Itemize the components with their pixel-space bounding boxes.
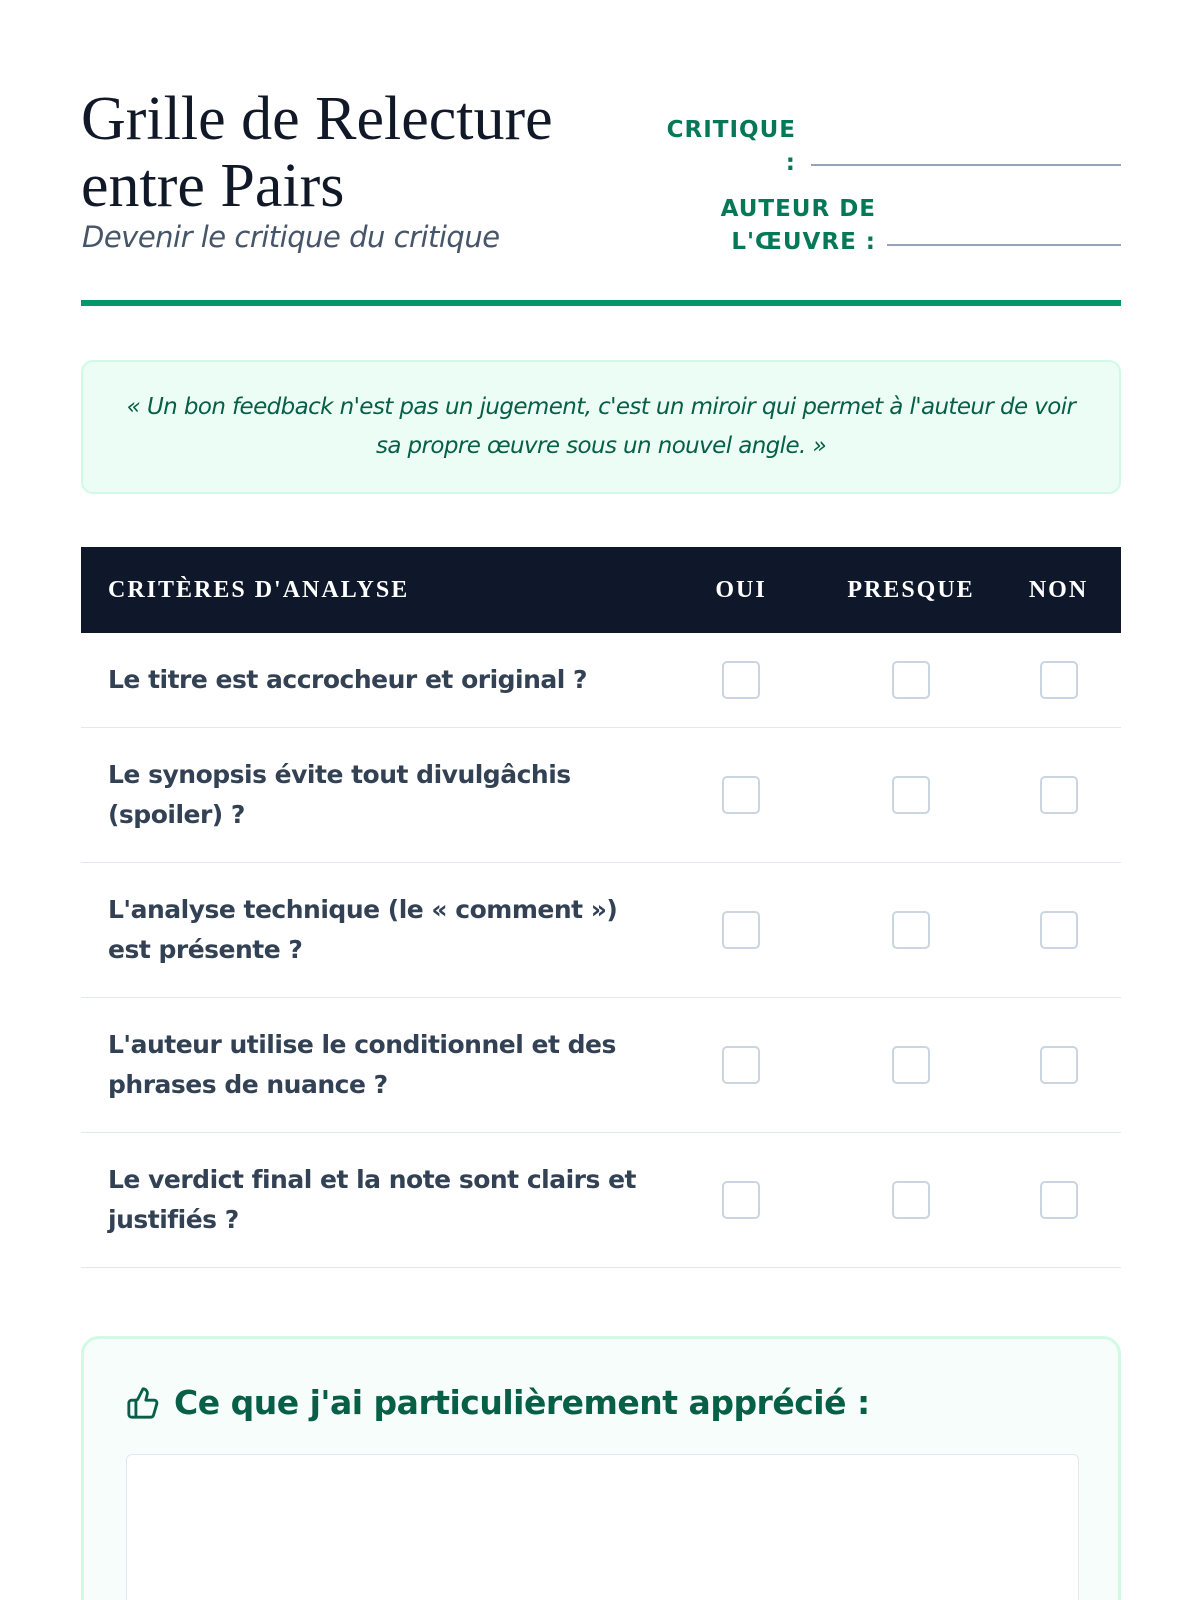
checkbox-oui[interactable] xyxy=(722,1181,760,1219)
appreciation-title: Ce que j'ai particulièrement apprécié : xyxy=(174,1383,870,1422)
auteur-label: AUTEUR DE L'ŒUVRE : xyxy=(720,196,876,255)
table-row xyxy=(81,1133,1121,1268)
appreciation-heading xyxy=(126,1383,870,1422)
checkbox-non[interactable] xyxy=(1040,661,1078,699)
header xyxy=(81,86,1121,308)
appreciation-section xyxy=(81,1336,1121,1600)
checkbox-oui[interactable] xyxy=(722,776,760,814)
critique-field[interactable] xyxy=(811,164,1121,166)
criteria-table xyxy=(81,547,1121,1268)
table-row xyxy=(81,863,1121,998)
header-divider xyxy=(81,300,1121,306)
checkbox-non[interactable] xyxy=(1040,911,1078,949)
page-subtitle: Devenir le critique du critique xyxy=(82,220,500,254)
auteur-field[interactable] xyxy=(887,244,1121,246)
checkbox-non[interactable] xyxy=(1040,776,1078,814)
checkbox-presque[interactable] xyxy=(892,911,930,949)
table-row xyxy=(81,633,1121,728)
header-oui: OUI xyxy=(715,576,767,603)
header-non: NON xyxy=(1028,576,1089,603)
checkbox-presque[interactable] xyxy=(892,1046,930,1084)
critique-label: CRITIQUE : xyxy=(666,117,796,176)
criterion-label: L'analyse technique (le « comment ») est présente ? xyxy=(108,895,618,964)
criterion-label: Le verdict final et la note sont clairs et justifiés ? xyxy=(108,1165,636,1234)
page-title: Grille de Relecture entre Pairs xyxy=(81,85,553,220)
criterion-label: Le titre est accrocheur et original ? xyxy=(108,665,588,694)
header-criteria: CRITÈRES D'ANALYSE xyxy=(108,576,410,603)
checkbox-oui[interactable] xyxy=(722,661,760,699)
table-row xyxy=(81,728,1121,863)
table-header xyxy=(81,547,1121,633)
checkbox-oui[interactable] xyxy=(722,1046,760,1084)
quote-box: « Un bon feedback n'est pas un jugement, c'est un miroir qui permet à l'auteur de voir sa propre œuvre sous un nouvel angle. » xyxy=(81,360,1121,494)
checkbox-non[interactable] xyxy=(1040,1046,1078,1084)
checkbox-non[interactable] xyxy=(1040,1181,1078,1219)
checkbox-oui[interactable] xyxy=(722,911,760,949)
appreciation-input[interactable] xyxy=(126,1454,1079,1600)
table-row xyxy=(81,998,1121,1133)
header-presque: PRESQUE xyxy=(847,576,975,603)
thumbs-up-icon xyxy=(126,1386,160,1420)
checkbox-presque[interactable] xyxy=(892,1181,930,1219)
checkbox-presque[interactable] xyxy=(892,661,930,699)
criterion-label: Le synopsis évite tout divulgâchis (spoiler) ? xyxy=(108,760,571,829)
checkbox-presque[interactable] xyxy=(892,776,930,814)
criterion-label: L'auteur utilise le conditionnel et des phrases de nuance ? xyxy=(108,1030,616,1099)
